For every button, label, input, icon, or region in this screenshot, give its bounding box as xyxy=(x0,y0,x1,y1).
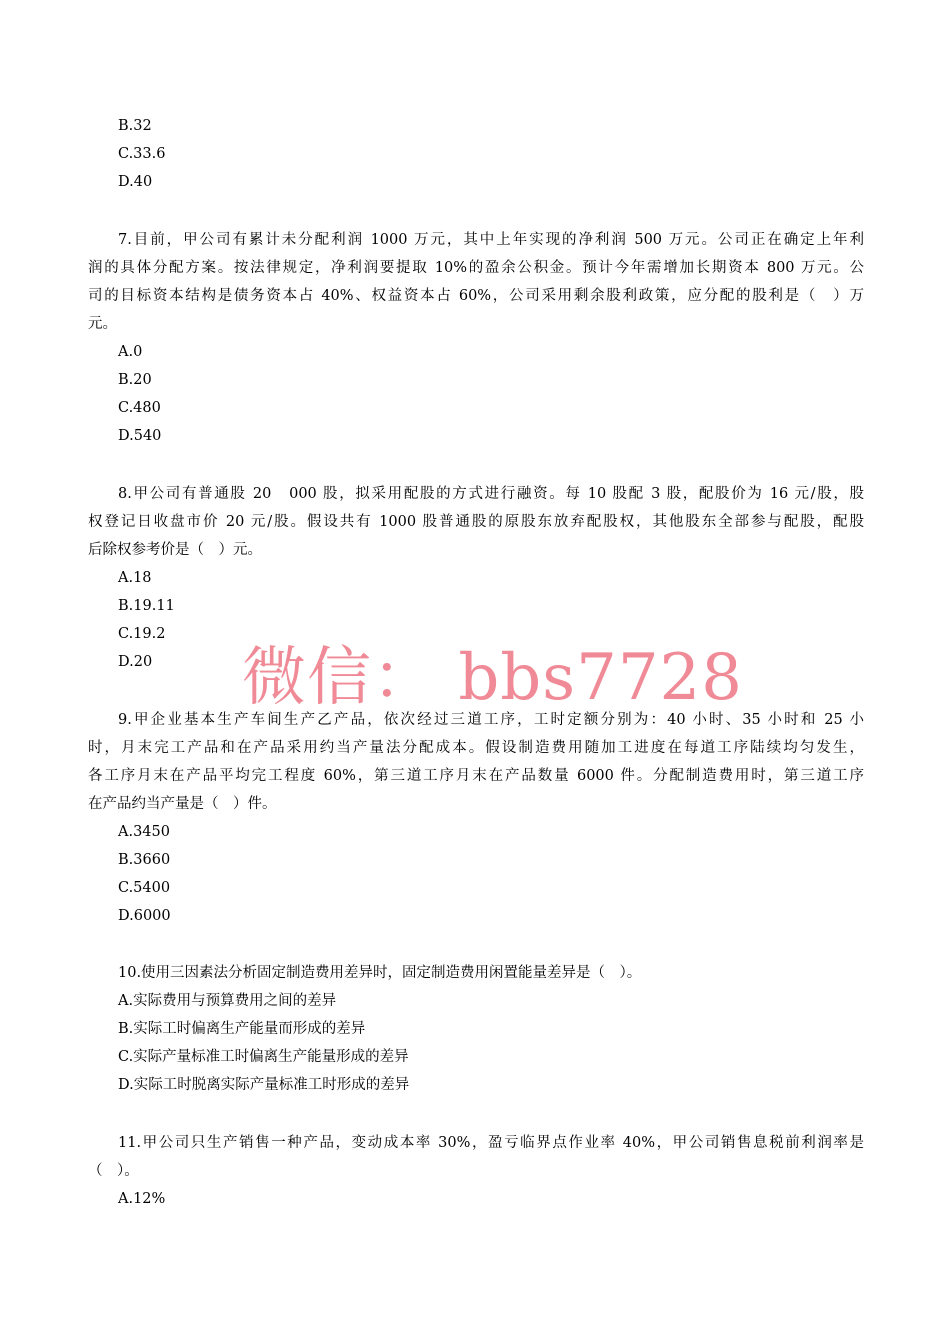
q9-option-a: A.3450 xyxy=(118,824,170,840)
q9-stem-line-2: 时，月末完工产品和在产品采用约当产量法分配成本。假设制造费用随加工进度在每道工序陆续均匀发生， xyxy=(88,740,864,756)
q7-stem-line-3: 司的目标资本结构是债务资本占 40%、权益资本占 60%，公司采用剩余股利政策，应分配的股利是（ ）万 xyxy=(88,288,864,304)
q7-stem-line-2: 润的具体分配方案。按法律规定，净利润要提取 10%的盈余公积金。预计今年需增加长期资本 800 万元。公 xyxy=(88,260,864,276)
q7-option-c: C.480 xyxy=(118,400,161,416)
q11-stem-line-1: 11.甲公司只生产销售一种产品，变动成本率 30%，盈亏临界点作业率 40%，甲公司销售息税前利润率是 xyxy=(118,1135,864,1151)
q11-stem-line-2: （ ）。 xyxy=(88,1163,139,1179)
q9-option-c: C.5400 xyxy=(118,880,171,896)
q8-option-d: D.20 xyxy=(118,654,153,670)
q10-option-a: A.实际费用与预算费用之间的差异 xyxy=(118,993,337,1009)
q8-stem-line-1: 8.甲公司有普通股 20 000 股，拟采用配股的方式进行融资。每 10 股配 3 股，配股价为 16 元/股，股 xyxy=(118,486,864,502)
q6-option-d: D.40 xyxy=(118,174,153,190)
q10-option-b: B.实际工时偏离生产能量而形成的差异 xyxy=(118,1021,366,1037)
q7-stem-line-4: 元。 xyxy=(88,316,117,332)
q8-option-c: C.19.2 xyxy=(118,626,166,642)
q9-stem-line-3: 各工序月末在产品平均完工程度 60%，第三道工序月末在产品数量 6000 件。分配制造费用时，第三道工序 xyxy=(88,768,864,784)
q8-option-b: B.19.11 xyxy=(118,598,175,614)
q11-option-a: A.12% xyxy=(118,1191,166,1207)
q7-stem-line-1: 7.目前，甲公司有累计未分配利润 1000 万元，其中上年实现的净利润 500 万元。公司正在确定上年利 xyxy=(118,232,864,248)
q7-option-d: D.540 xyxy=(118,428,162,444)
q10-stem-line-1: 10.使用三因素法分析固定制造费用差异时，固定制造费用闲置能量差异是（ ）。 xyxy=(118,965,642,981)
q8-option-a: A.18 xyxy=(118,570,152,586)
q10-option-d: D.实际工时脱离实际产量标准工时形成的差异 xyxy=(118,1077,410,1093)
q9-option-b: B.3660 xyxy=(118,852,171,868)
q8-stem-line-2: 权登记日收盘市价 20 元/股。假设共有 1000 股普通股的原股东放弃配股权，其他股东全部参与配股，配股 xyxy=(88,514,864,530)
q7-option-a: A.0 xyxy=(118,344,143,360)
q8-stem-line-3: 后除权参考价是（ ）元。 xyxy=(88,542,262,558)
q9-stem-line-4: 在产品约当产量是（ ）件。 xyxy=(88,796,277,812)
q10-option-c: C.实际产量标准工时偏离生产能量形成的差异 xyxy=(118,1049,409,1065)
watermark-text: 微信： bbs7728 xyxy=(242,641,743,715)
q7-option-b: B.20 xyxy=(118,372,152,388)
q6-option-b: B.32 xyxy=(118,118,152,134)
q9-option-d: D.6000 xyxy=(118,908,171,924)
q9-stem-line-1: 9.甲企业基本生产车间生产乙产品，依次经过三道工序，工时定额分别为：40 小时、35 小时和 25 小 xyxy=(118,712,864,728)
q6-option-c: C.33.6 xyxy=(118,146,166,162)
